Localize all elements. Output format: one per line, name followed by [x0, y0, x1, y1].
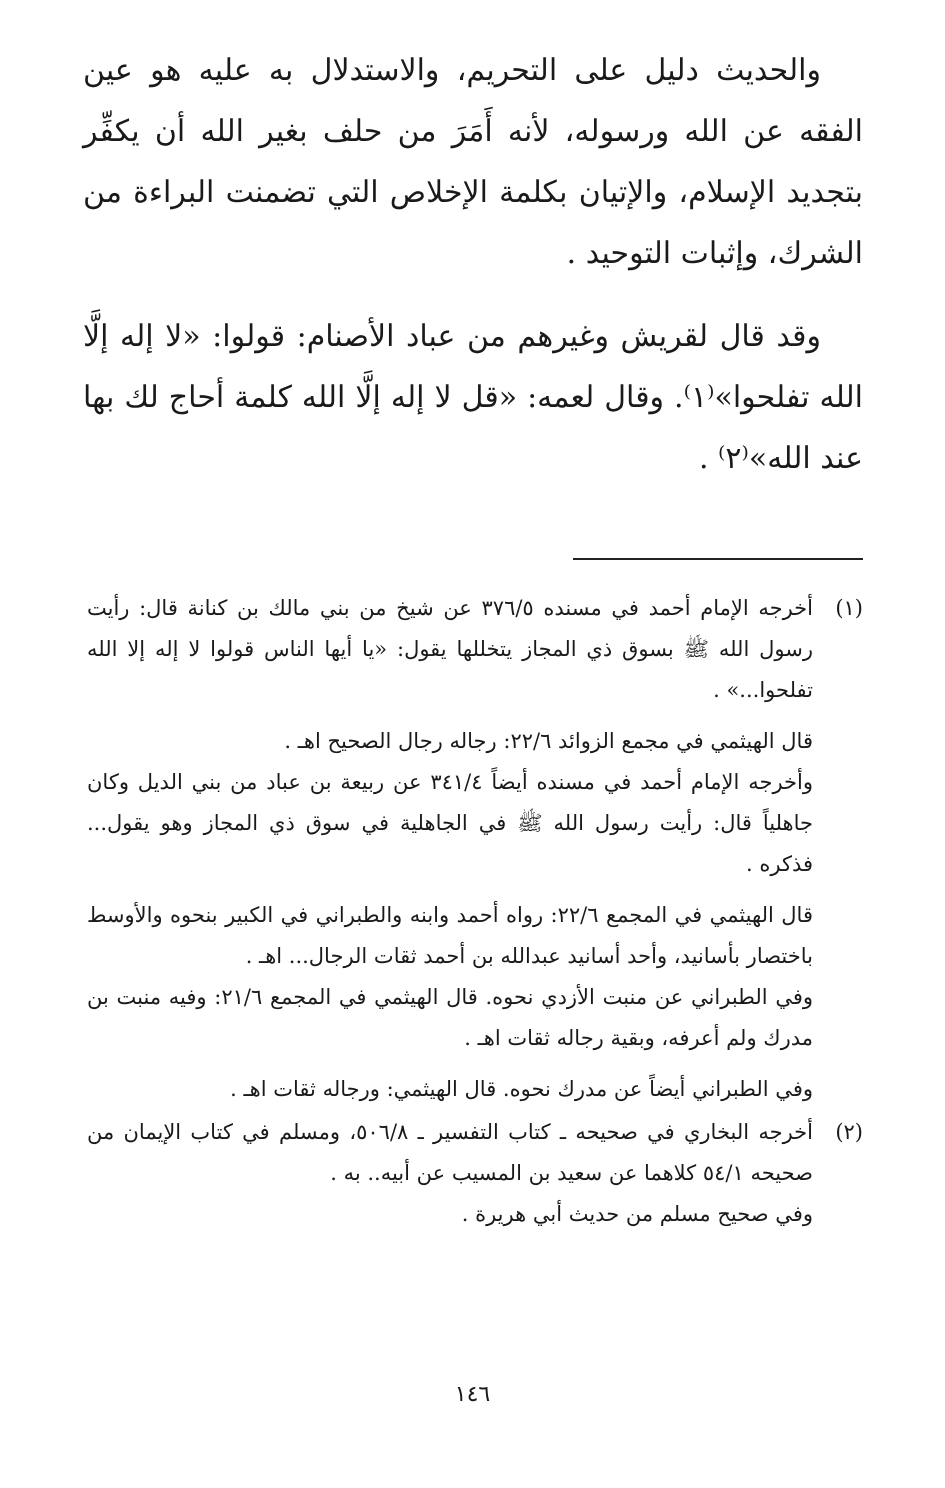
footnote-2 — [87, 1112, 863, 1235]
footnote-2-para-1: أخرجه البخاري في صحيحه ـ كتاب التفسير ـ ٥٠٦/٨، ومسلم في كتاب الإيمان من صحيحه ٥٤/١ كلاهما عن سعيد بن المسيب عن أبيه.. به . — [87, 1120, 813, 1185]
footnote-number: (١) — [835, 596, 863, 620]
page-number: ١٤٦ — [454, 1382, 491, 1407]
footnote-1 — [87, 588, 863, 1110]
footnote-2-para-2: وفي صحيح مسلم من حديث أبي هريرة . — [461, 1202, 813, 1226]
main-text — [83, 40, 863, 489]
footnote-1-para-4: قال الهيثمي في المجمع ٢٢/٦: رواه أحمد وابنه والطبراني في الكبير بنحوه والأوسط باختصار بأسانيد، وأحد أسانيد عبدالله بن أحمد ثقات الرجال... اهـ . — [87, 903, 813, 968]
footnotes — [87, 588, 863, 1235]
footnote-1-para-2: قال الهيثمي في مجمع الزوائد ٢٢/٦: رجاله رجال الصحيح اهـ . — [284, 729, 813, 753]
body-paragraph-1: والحديث دليل على التحريم، والاستدلال به عليه هو عين الفقه عن الله ورسوله، لأنه أَمَرَ من حلف بغير الله أن يكفِّر بتجديد الإسلام، والإتيان بكلمة الإخلاص التي تضمنت البراءة من الشرك، وإثبات التوحيد . — [83, 53, 863, 271]
footnote-number: (٢) — [835, 1120, 863, 1144]
footnote-1-para-5: وفي الطبراني عن منبت الأزدي نحوه. قال الهيثمي في المجمع ٢١/٦: وفيه منبت بن مدرك ولم أعرفه، وبقية رجاله ثقات اهـ . — [87, 985, 813, 1050]
footnote-1-para-3: وأخرجه الإمام أحمد في مسنده أيضاً ٣٤١/٤ عن ربيعة بن عباد من بني الديل وكان جاهلياً قال: رأيت رسول الله ﷺ في الجاهلية في سوق ذي المجاز وهو يقول... فذكره . — [87, 770, 813, 876]
body-paragraph-2: وقد قال لقريش وغيرهم من عباد الأصنام: قولوا: «لا إله إلَّا الله تفلحوا»⁽١⁾. وقال لعمه: «قل لا إله إلَّا الله كلمة أحاج لك بها عند الله»⁽٢⁾ . — [83, 319, 863, 476]
footnote-separator — [573, 558, 863, 560]
footnote-1-para-1: أخرجه الإمام أحمد في مسنده ٣٧٦/٥ عن شيخ من بني مالك بن كنانة قال: رأيت رسول الله ﷺ بسوق ذي المجاز يتخللها يقول: «يا أيها الناس قولوا لا إله إلا الله تفلحوا...» . — [87, 596, 813, 702]
footnote-1-para-6: وفي الطبراني أيضاً عن مدرك نحوه. قال الهيثمي: ورجاله ثقات اهـ . — [230, 1077, 813, 1101]
